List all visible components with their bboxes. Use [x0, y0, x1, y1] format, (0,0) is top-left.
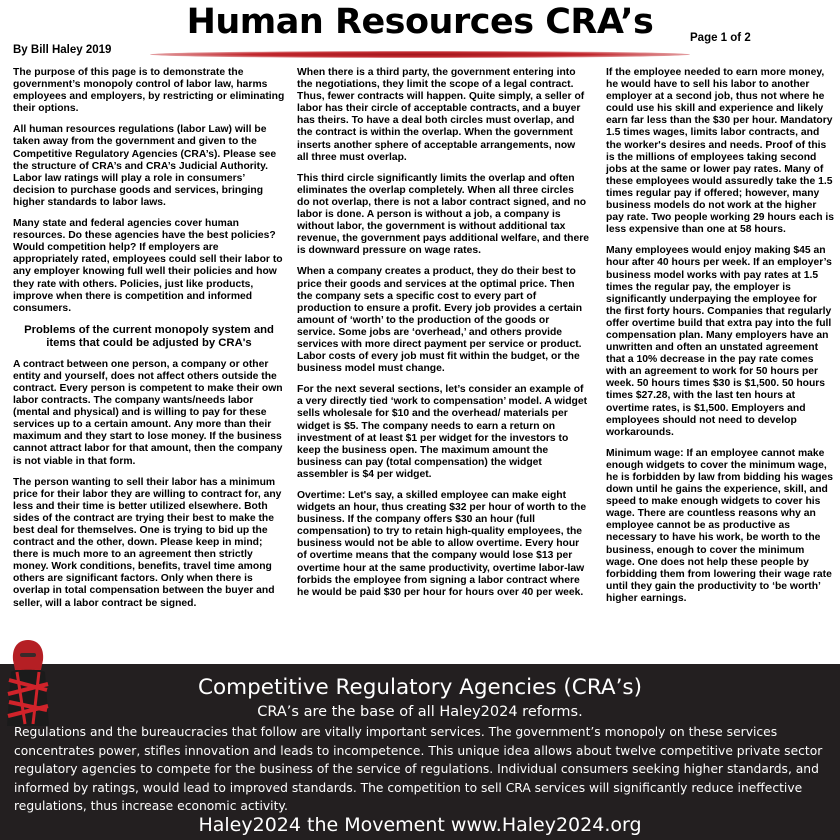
paragraph: If the employee needed to earn more money, he would have to sell his labor to another employer at a second job, thus not where he could use his skill and experience and likely earn far less than the $30 per hour. Mandatory 1.5 times wages, limits labor contracts, and the worker's desires and needs. Proof of this is the millions of employees taking second jobs at the same or lower pay rates. Many of these employees would assuredly take the 1.5 times regular pay if offered; however, many business models do not work at the higher pay rate. Two people working 29 hours each is less expensive than one at 58 hours.	[606, 67, 835, 236]
paragraph: A contract between one person, a company or other entity and yourself, does not affect others outside the contract. Every person is competent to make their own labor contracts. The company wants/needs labor (mental and physical) and is willing to pay for these services up to a certain amount. Any more than their maximum and they start to lose money. If the business cannot attract labor for that amount, then the company is not viable in that form.	[13, 358, 283, 467]
title-underline	[150, 51, 690, 58]
paragraph: All human resources regulations (labor Law) will be taken away from the government and given to the Competitive Regulatory Agencies (CRA’s). Please see the structure of CRA’s and CRA’s Judicial Authority. Labor law ratings will play a role in consumers’ decision to purchase goods and services, bringing higher standards to labor laws.	[13, 124, 277, 208]
paragraph: When a company creates a product, they do their best to price their goods and services at the optimal price. Then the company sets a specific cost to every part of production to ensure a profit. Every job provides a certain amount of ‘worth’ to the production of the goods or service. Some jobs are ‘overhead,’ and others provide services with more direct payment per service or product. Labor costs of every job must fit within the budget, or the business model must change.	[297, 266, 583, 375]
column-2	[297, 67, 589, 608]
column-1	[13, 67, 285, 619]
paragraph: For the next several sections, let’s consider an example of a very directly tied ‘work to compensation’ model. A widget sells wholesale for $10 and the overhead/ materials per widget is $5. The company needs to earn a return on investment of at least $1 per widget for the investors to keep the business open. The maximum amount the business can pay (total compensation) the widget assembler is $4 per widget.	[297, 384, 588, 480]
banner-footer: Haley2024 the Movement www.Haley2024.org	[198, 814, 642, 836]
paragraph: When there is a third party, the government entering into the negotiations, they limit the scope of a legal contract. Thus, fewer contracts will happen. Quite simply, a seller of labor has their circle of acceptable contracts, and a buyer has theirs. To have a deal both circles must overlap, and the contract is within the overlap. When the government inserts another sphere of acceptable arrangements, now all three must overlap.	[297, 67, 585, 163]
paragraph: Minimum wage: If an employee cannot make enough widgets to cover the minimum wage, he is forbidden by law from bidding his wages down until he gains the experience, skill, and speed to make enough widgets to cover his wage. There are countless reasons why an employee cannot be as productive as necessary to have his work, be worth to the business, enough to cover the minimum wage. One does not help these people by forbidding them from lowering their wage rate until they gain the productivity to ‘be worth’ higher earnings.	[606, 447, 834, 604]
banner-subtitle: CRA’s are the base of all Haley2024 reforms.	[257, 704, 583, 720]
paragraph: Many state and federal agencies cover human resources. Do these agencies have the best policies? Would competition help? If employers are appropriately rated, employees could sell their labor to any employer knowing full well their policies and how they rate with others. Policies, just like products, improve when there is competition and informed consumers.	[13, 218, 283, 314]
paragraph: The purpose of this page is to demonstrate the government’s monopoly control of labor law, harms employees and employers, by restricting or eliminating their options.	[13, 67, 285, 115]
page-number: Page 1 of 2	[690, 32, 751, 44]
paragraph: The person wanting to sell their labor has a minimum price for their labor they are willing to contract for, any less and their time is better utilized elsewhere. Both sides of the contract are trying their best to make the best deal for themselves. One is trying to bid up the contract and the other, down. Please keep in mind; there is much more to an agreement then strictly money. Work conditions, benefits, travel time among others are significant factors. Only when there is overlap in total compensation between the buyer and seller, will a labor contract be signed.	[13, 476, 282, 609]
paragraph: This third circle significantly limits the overlap and often eliminates the overlap completely. When all three circles do not overlap, there is not a labor contract signed, and no labor is done. A person is without a job, a company is without labor, the government is without additional tax revenue, the government pays additional welfare, and there is downward pressure on wage rates.	[297, 172, 590, 257]
banner-title: Competitive Regulatory Agencies (CRA’s)	[197, 675, 643, 700]
banner-body: Regulations and the bureaucracies that follow are vitally important services. The government’s monopoly on these services concentrates power, stifles innovation and leads to incompetence. This unique idea allows about twelve competitive private sector regulatory agencies to compete for the business of the service of regulations. Individual consumers seeking higher standards, and informed by ratings, would lead to improved standards. The competition to sell CRA services will significantly reduce ineffective regulations, thus increase economic activity.	[14, 725, 823, 813]
page-title: Human Resources CRA’s	[186, 2, 654, 42]
section-heading: Problems of the current monopoly system and items that could be adjusted by CRA's	[24, 323, 274, 349]
paragraph: Many employees would enjoy making $45 an hour after 40 hours per week. If an employer’s business model works with pay rates at 1.5 times the regular pay, the employer is significantly underpaying the employee for the first forty hours. Companies that regularly offer overtime build that extra pay into the full compensation plan. Many employers have an unwritten and often an unstated agreement that a 10% decrease in the pay rate comes with an agreement to work for 50 hours per week. 50 hours times $30 is $1,500. 50 hours times $27.28, with the last ten hours at overtime rates, is $1,500. Employers and employees should not need to develop workarounds.	[606, 245, 832, 438]
byline: By Bill Haley 2019	[13, 44, 112, 56]
paragraph: Overtime: Let's say, a skilled employee can make eight widgets an hour, thus creating $32 per hour of worth to the business. If the company offers $30 an hour (full compensation) to try to retain high-quality employees, the business would not be able to allow overtime. Every hour of overtime means that the company would lose $13 per overtime hour at the same productivity, overtime labor-law forbids the employee from signing a labor contract where he would be paid $30 per hour for hours over 40 per week.	[297, 490, 587, 598]
column-3	[606, 67, 834, 614]
